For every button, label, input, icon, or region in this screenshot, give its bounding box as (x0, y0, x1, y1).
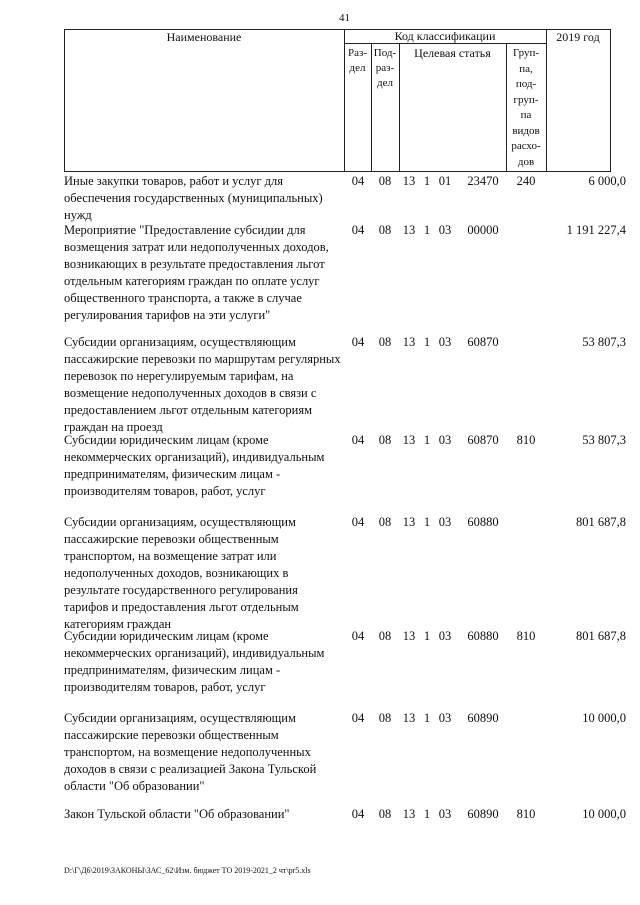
row-name: Субсидии организациям, осуществляющим пассажирские перевозки по маршрутам регулярных перевозок по нерегулируемым тарифам, на возмещение недополученных доходов в связи с предоставлением льгот отдельным категориям граждан на проезд (64, 335, 341, 434)
row-code-t4: 60870 (467, 433, 499, 447)
row-code-t4: 60880 (467, 515, 499, 529)
row-code-rz: 04 (351, 433, 365, 447)
row-code-t3: 01 (438, 174, 452, 188)
row-code-pr: 08 (378, 807, 392, 821)
row-amount: 53 807,3 (582, 335, 626, 349)
header-bottom-border (64, 171, 610, 172)
row-code-t2: 1 (423, 629, 431, 643)
row-code-t2: 1 (423, 223, 431, 237)
col-divider-podrazdel (399, 43, 400, 172)
row-code-pr: 08 (378, 433, 392, 447)
row-code-t2: 1 (423, 711, 431, 725)
row-code-t1: 13 (402, 629, 416, 643)
row-code-t3: 03 (438, 223, 452, 237)
row-code-rz: 04 (351, 711, 365, 725)
row-code-t1: 13 (402, 174, 416, 188)
col-divider-right (610, 29, 611, 172)
row-code-t3: 03 (438, 629, 452, 643)
row-code-vr: 810 (516, 807, 536, 821)
row-code-vr: 240 (516, 174, 536, 188)
row-code-t1: 13 (402, 515, 416, 529)
row-code-pr: 08 (378, 335, 392, 349)
row-amount: 10 000,0 (582, 711, 626, 725)
row-name: Мероприятие "Предоставление субсидии для возмещения затрат или недополученных доходов, возникающих в результате предоставления льгот отдельным категориям граждан по оплате услуг общественного транспорта, а также в случае регулирования тарифов на эти услуги" (64, 223, 329, 322)
row-code-t2: 1 (423, 174, 431, 188)
header-razdel: Раз- дел (347, 47, 367, 74)
row-amount: 1 191 227,4 (566, 223, 626, 237)
header-code: Код классификации (394, 29, 496, 43)
row-amount: 6 000,0 (588, 174, 626, 188)
row-amount: 10 000,0 (582, 807, 626, 821)
row-code-rz: 04 (351, 174, 365, 188)
col-divider-code (546, 29, 547, 172)
row-code-pr: 08 (378, 174, 392, 188)
row-code-vr: 810 (516, 629, 536, 643)
row-code-t1: 13 (402, 807, 416, 821)
row-code-rz: 04 (351, 807, 365, 821)
page-number: 41 (339, 12, 350, 24)
file-path-footer: D:\Г\Д6\2019\ЗАКОНЫ\ЗАС_62\Изм. бюджет ТО 2019-2021_2 чт\pr5.xls (64, 866, 311, 875)
row-code-t3: 03 (438, 515, 452, 529)
row-code-pr: 08 (378, 711, 392, 725)
row-code-t4: 60890 (467, 711, 499, 725)
row-name: Иные закупки товаров, работ и услуг для обеспечения государственных (муниципальных) нужд (64, 174, 323, 222)
row-code-t1: 13 (402, 223, 416, 237)
row-code-t2: 1 (423, 807, 431, 821)
row-code-t2: 1 (423, 515, 431, 529)
row-code-pr: 08 (378, 223, 392, 237)
row-name: Субсидии юридическим лицам (кроме некоммерческих организаций), индивидуальным предпринимателям, физическим лицам - производителям товаров, работ, услуг (64, 629, 325, 694)
header-podrazdel: Под- раз- дел (373, 47, 397, 89)
row-amount: 53 807,3 (582, 433, 626, 447)
row-code-pr: 08 (378, 629, 392, 643)
row-code-pr: 08 (378, 515, 392, 529)
col-divider-left (64, 29, 65, 172)
row-code-t4: 00000 (467, 223, 499, 237)
row-code-t4: 23470 (467, 174, 499, 188)
row-code-t1: 13 (402, 335, 416, 349)
row-code-t2: 1 (423, 433, 431, 447)
row-amount: 801 687,8 (576, 629, 626, 643)
row-code-t3: 03 (438, 335, 452, 349)
row-code-t2: 1 (423, 335, 431, 349)
row-code-rz: 04 (351, 223, 365, 237)
row-name: Субсидии юридическим лицам (кроме некоммерческих организаций), индивидуальным предпринимателям, физическим лицам - производителям товаров, работ, услуг (64, 433, 325, 498)
row-code-t3: 03 (438, 711, 452, 725)
row-code-t4: 60880 (467, 629, 499, 643)
row-code-t4: 60870 (467, 335, 499, 349)
row-code-rz: 04 (351, 515, 365, 529)
row-code-t4: 60890 (467, 807, 499, 821)
row-code-vr: 810 (516, 433, 536, 447)
row-code-t3: 03 (438, 433, 452, 447)
row-name: Субсидии организациям, осуществляющим пассажирские перевозки общественным транспортом, на возмещение недополученных доходов в связи с реализацией Закона Тульской области "Об образовании" (64, 711, 317, 793)
header-name: Наименование (166, 30, 242, 44)
row-name: Закон Тульской области "Об образовании" (64, 807, 290, 821)
row-code-t1: 13 (402, 711, 416, 725)
header-year: 2019 год (556, 30, 600, 44)
row-code-t3: 03 (438, 807, 452, 821)
header-group: Груп- па, под- груп- па видов расхо- дов (511, 47, 541, 168)
row-code-rz: 04 (351, 335, 365, 349)
row-code-t1: 13 (402, 433, 416, 447)
row-code-rz: 04 (351, 629, 365, 643)
header-target: Целевая статья (414, 46, 491, 60)
row-name: Субсидии организациям, осуществляющим пассажирские перевозки общественным транспортом, на возмещение затрат или недополученных доходов, возникающих в результате государственного регулирования тарифов и предоставления льгот отдельным категориям граждан (64, 515, 299, 631)
row-amount: 801 687,8 (576, 515, 626, 529)
